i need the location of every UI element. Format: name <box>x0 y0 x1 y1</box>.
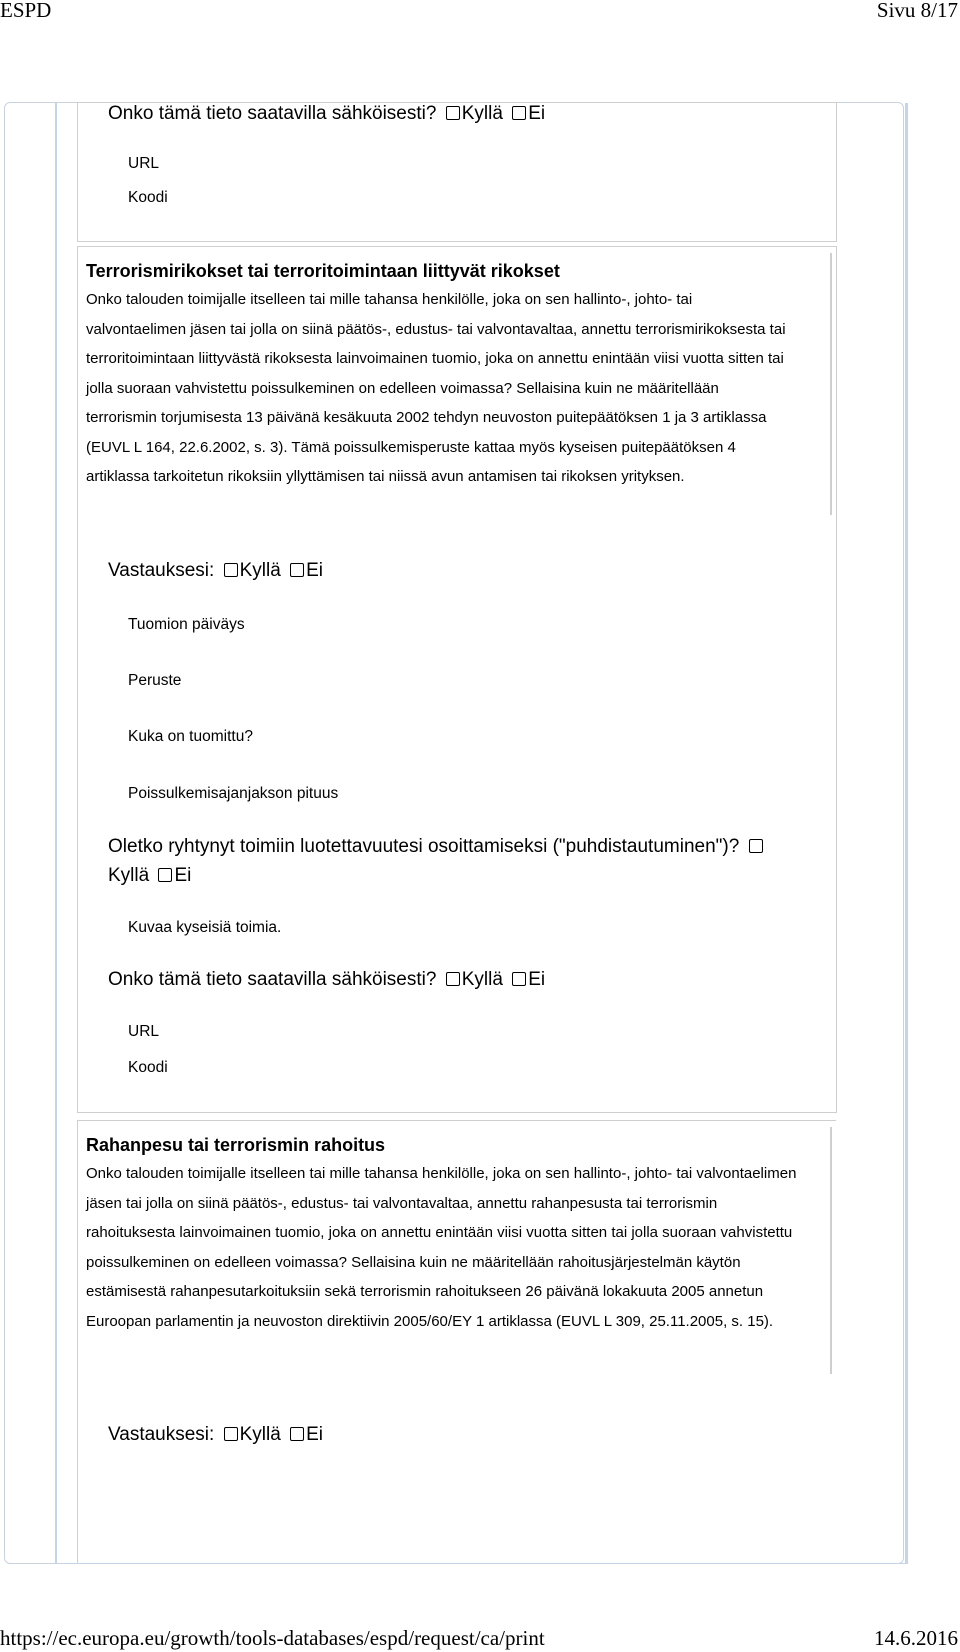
electronic-availability-question <box>108 103 545 125</box>
answer-label: Vastauksesi: <box>108 560 215 581</box>
no-label: Ei <box>528 969 546 990</box>
checkbox-no[interactable] <box>158 868 172 882</box>
who-convicted-label: Kuka on tuomittu? <box>128 728 253 745</box>
answer-label: Vastauksesi: <box>108 1424 215 1445</box>
checkbox-no[interactable] <box>512 106 526 120</box>
describe-measures-label: Kuvaa kyseisiä toimia. <box>128 919 282 936</box>
espd-inner-panel <box>55 103 908 1564</box>
code-label: Koodi <box>128 1059 168 1076</box>
checkbox-no[interactable] <box>290 1427 304 1441</box>
checkbox-no[interactable] <box>290 563 304 577</box>
money-laundering-description: Onko talouden toimijalle itselleen tai mille tahansa henkilölle, joka on sen hallinto-, johto- tai valvontaelimen jäsen tai jolla on siinä päätös-, edustus- tai valvontavaltaa, annettu rahanpesusta tai terrorismin rahoituksesta lainvoimainen tuomio, joka on annettu enintään viisi vuotta sitten tai jolla suoraan vahvistettu poissulkeminen on edelleen voimassa? Sellaisina kuin ne määritellään rahoitusjärjestelmän käytön estämisestä rahanpesutarkoituksiin sekä terrorismin rahoitukseen 26 päivänä lokakuuta 2005 annetun Euroopan parlamentin ja neuvoston direktiivin 2005/60/EY 1 artiklassa (EUVL L 309, 25.11.2005, s. 15). <box>86 1165 797 1330</box>
electronic-availability-block <box>77 102 837 242</box>
terrorism-criterion-block <box>77 246 837 1113</box>
question-text: Onko tämä tieto saatavilla sähköisesti? <box>108 969 437 990</box>
question-text: Onko tämä tieto saatavilla sähköisesti? <box>108 103 437 124</box>
espd-outer-panel <box>4 102 904 1564</box>
terrorism-answer-row <box>108 560 323 582</box>
checkbox-yes[interactable] <box>224 563 238 577</box>
page-footer <box>0 1626 960 1652</box>
no-label: Ei <box>528 103 546 124</box>
checkbox-yes[interactable] <box>224 1427 238 1441</box>
checkbox-yes[interactable] <box>749 839 763 853</box>
page-header <box>0 0 960 24</box>
document-title: ESPD <box>0 0 52 22</box>
terrorism-title: Terrorismirikokset tai terroritoimintaan liittyvät rikokset <box>86 261 560 281</box>
money-laundering-answer-row <box>108 1424 323 1446</box>
reason-label: Peruste <box>128 672 182 689</box>
no-label: Ei <box>306 560 323 581</box>
code-label: Koodi <box>128 189 168 206</box>
checkbox-yes[interactable] <box>446 972 460 986</box>
page-number: Sivu 8/17 <box>876 0 958 22</box>
print-date: 14.6.2016 <box>874 1626 958 1650</box>
checkbox-no[interactable] <box>512 972 526 986</box>
url-label: URL <box>128 1023 160 1040</box>
terrorism-description: Onko talouden toimijalle itselleen tai mille tahansa henkilölle, joka on sen hallinto-, johto- tai valvontaelimen jäsen tai jolla on siinä päätös-, edustus- tai valvontavaltaa, annettu terrorismirikoksesta tai terroritoimintaan liittyvästä rikoksesta lainvoimainen tuomio, joka on annettu enintään viisi vuotta sitten tai jolla suoraan vahvistettu poissulkeminen on edelleen voimassa? Sellaisina kuin ne määritellään terrorismin torjumisesta 13 päivänä kesäkuuta 2002 tehdyn neuvoston puitepäätöksen 1 ja 3 artiklassa (EUVL L 164, 22.6.2002, s. 3). Tämä poissulkemisperuste kattaa myös kyseisen puitepäätöksen 4 artiklassa tarkoitetun rikoksiin yllyttämisen tai niissä avun antamisen tai rikoksen yrityksen. <box>86 291 786 485</box>
self-cleaning-options-row <box>108 865 191 887</box>
checkbox-yes[interactable] <box>446 106 460 120</box>
print-url: https://ec.europa.eu/growth/tools-databases/espd/request/ca/print <box>0 1626 545 1650</box>
no-label: Ei <box>174 865 192 886</box>
yes-label: Kyllä <box>461 103 503 124</box>
url-label: URL <box>128 155 160 172</box>
yes-label: Kyllä <box>108 865 150 886</box>
self-cleaning-question: Oletko ryhtynyt toimiin luotettavuutesi osoittamiseksi ("puhdistautuminen")? <box>108 836 740 857</box>
exclusion-period-label: Poissulkemisajanjakson pituus <box>128 785 339 802</box>
money-laundering-title: Rahanpesu tai terrorismin rahoitus <box>86 1135 386 1155</box>
yes-label: Kyllä <box>239 1424 281 1445</box>
conviction-date-label: Tuomion päiväys <box>128 616 245 633</box>
terrorism-electronic-question-row <box>108 969 545 991</box>
no-label: Ei <box>306 1424 323 1445</box>
yes-label: Kyllä <box>239 560 281 581</box>
yes-label: Kyllä <box>461 969 503 990</box>
self-cleaning-question-row <box>108 836 765 858</box>
money-laundering-criterion-block <box>77 1120 836 1563</box>
